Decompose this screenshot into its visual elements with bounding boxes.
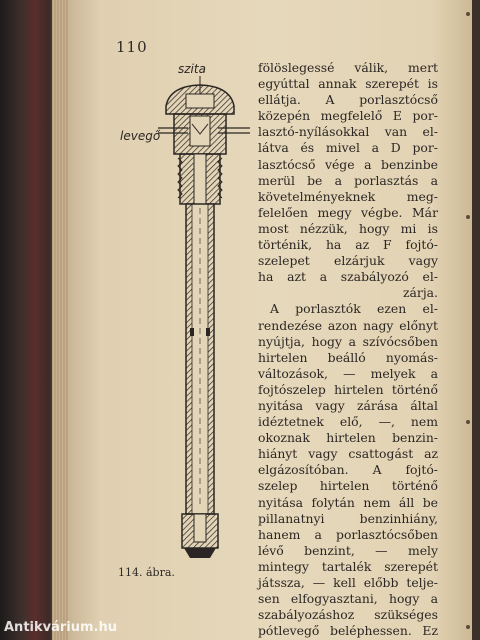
text-line: változások, — melyek a [258, 365, 438, 381]
text-line: játssza, — kell előbb telje- [258, 575, 438, 590]
text-line: rendezése azon nagy előnyt [258, 317, 438, 333]
figure-label-szita: szita [178, 62, 206, 76]
text-line: sen elfogyasztani, hogy a [258, 591, 438, 607]
paragraph-2 [258, 301, 438, 639]
text-line: felelően megy végbe. Már [258, 204, 438, 220]
text-line: lévő benzint, — mely [258, 542, 438, 558]
text-line: mintegy tartalék szerepét [258, 558, 438, 574]
text-line: merül be a porlasztás a [258, 172, 438, 188]
text-line: hirtelen beálló nyomás- [258, 349, 438, 365]
watermark: Antikvárium.hu [4, 620, 117, 635]
text-line: egyúttal annak szerepét is [258, 76, 438, 92]
text-line: okoznak hirtelen benzin- [258, 430, 438, 446]
figure-caption: 114. ábra. [118, 566, 175, 579]
text-line: látva és mivel a D por- [258, 140, 438, 156]
figure-label-levego: levegő [120, 129, 161, 143]
text-line: nyitása folytán nem áll be [258, 494, 438, 510]
text-line: fölöslegessé válik, mert [258, 60, 438, 75]
binding-hole [466, 625, 470, 629]
paragraph-1 [258, 60, 438, 301]
text-line: fojtószelep hirtelen történő [258, 381, 438, 397]
text-line: nyújtja, hogy a szívócsőben [258, 333, 438, 349]
text-line: lasztó-nyílásokkal van el- [258, 124, 438, 140]
text-line: pillanatnyi benzinhiány, [258, 510, 438, 526]
body-text [258, 60, 438, 639]
text-line: szelep hirtelen történő [258, 478, 438, 494]
text-line: követelményeknek meg- [258, 188, 438, 204]
text-line: A porlasztók ezen el- [270, 301, 438, 317]
text-line: történik, ha az F fojtó- [258, 237, 438, 253]
text-line: hanem a porlasztócsőben [258, 526, 438, 542]
text-line: pótlevegő beléphessen. Ez [258, 623, 438, 639]
binding-hole [466, 12, 470, 16]
text-line: ha azt a szabályozó el- [258, 269, 438, 285]
binding-hole [466, 215, 470, 219]
text-line: zárja. [402, 285, 438, 301]
text-line: szabályozáshoz szükséges [258, 607, 438, 623]
text-line: nyitása vagy zárása által [258, 397, 438, 413]
text-line: elgázosítóban. A fojtó- [258, 462, 438, 478]
text-line: ellátja. A porlasztócső [258, 92, 438, 108]
right-margin-shadow [472, 0, 480, 640]
text-line: idéztetnek elő, —, nem [258, 414, 438, 430]
atomizer-figure [100, 58, 270, 563]
text-line: lasztócső vége a benzinbe [258, 156, 438, 172]
text-line: hiányt vagy csattogást az [258, 446, 438, 462]
text-line: szelepet elzárjuk vagy [258, 253, 438, 269]
page-number: 110 [116, 38, 148, 56]
binding-hole [466, 420, 470, 424]
text-line: most nézzük, hogy mi is [258, 220, 438, 236]
text-line: közepén megfelelő E por- [258, 108, 438, 124]
book-binding [0, 0, 58, 640]
